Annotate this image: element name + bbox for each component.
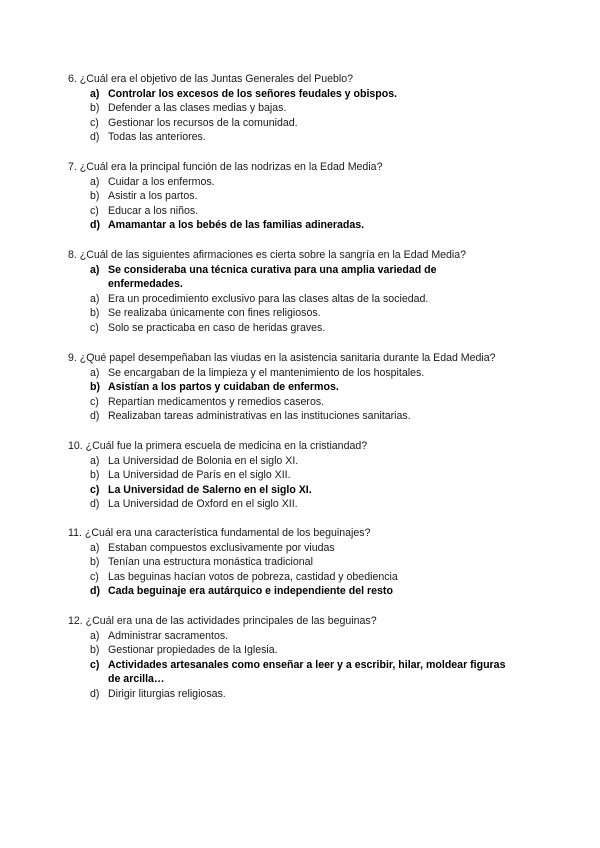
option-letter: c) (90, 483, 100, 496)
question-text: 12. ¿Cuál era una de las actividades principales de las beguinas? (68, 615, 377, 627)
option-letter: d) (90, 131, 100, 144)
option-letter: c) (90, 321, 99, 334)
option-text: Era un procedimiento exclusivo para las clases altas de la sociedad. (108, 292, 429, 305)
option-b (68, 101, 548, 116)
option-c (68, 570, 548, 585)
option-letter: c) (90, 116, 99, 129)
option-text: Cada beguinaje era autárquico e independiente del resto (108, 585, 393, 598)
option-letter: b) (90, 644, 100, 657)
option-text: Tenían una estructura monástica tradicional (108, 556, 313, 569)
option-b (68, 555, 548, 570)
option-d (68, 218, 548, 233)
option-text: La Universidad de Oxford en el siglo XII. (108, 498, 298, 511)
option-text: Repartían medicamentos y remedios caseros. (108, 395, 325, 408)
option-text: Administrar sacramentos. (108, 629, 229, 642)
option-c (68, 483, 548, 498)
option-letter: a) (90, 454, 100, 467)
option-text: Gestionar los recursos de la comunidad. (108, 116, 298, 129)
option-a (68, 175, 548, 190)
option-text-continued: de arcilla… (108, 673, 165, 686)
option-b (68, 306, 548, 321)
option-a (68, 366, 548, 381)
option-letter: a) (90, 175, 100, 188)
option-a (68, 454, 548, 469)
option-text: Defender a las clases medias y bajas. (108, 102, 287, 115)
option-letter: b) (90, 102, 100, 115)
option-text: Gestionar propiedades de la Iglesia. (108, 644, 278, 657)
option-letter: b) (90, 381, 100, 394)
option-text: Realizaban tareas administrativas en las instituciones sanitarias. (108, 410, 411, 423)
option-d (68, 409, 548, 424)
question-12 (68, 614, 548, 702)
option-text: Amamantar a los bebés de las familias adineradas. (108, 219, 365, 232)
option-a (68, 629, 548, 644)
option-text-continued: enfermedades. (108, 278, 183, 291)
option-text: Asistían a los partos y cuidaban de enfermos. (108, 381, 339, 394)
option-text: La Universidad de Salerno en el siglo XI. (108, 483, 312, 496)
option-text: La Universidad de París en el siglo XII. (108, 469, 291, 482)
option-d (68, 584, 548, 599)
option-letter: d) (90, 687, 100, 700)
option-letter: b) (90, 190, 100, 203)
option-b (68, 189, 548, 204)
option-text: La Universidad de Bolonia en el siglo XI. (108, 454, 299, 467)
option-text: Dirigir liturgias religiosas. (108, 687, 226, 700)
option-text: Asistir a los partos. (108, 190, 198, 203)
option-a-second (68, 292, 548, 307)
option-text: Solo se practicaba en caso de heridas graves. (108, 321, 326, 334)
option-text: Controlar los excesos de los señores feudales y obispos. (108, 87, 398, 100)
option-text: Educar a los niños. (108, 204, 199, 217)
option-letter: d) (90, 219, 100, 232)
option-a (68, 87, 548, 102)
question-10 (68, 439, 548, 512)
option-d (68, 497, 548, 512)
option-text: Se encargaban de la limpieza y el mantenimiento de los hospitales. (108, 366, 425, 379)
option-letter: b) (90, 469, 100, 482)
option-c (68, 321, 548, 336)
option-letter: a) (90, 292, 100, 305)
option-c (68, 116, 548, 131)
option-letter: c) (90, 570, 99, 583)
option-c (68, 204, 548, 219)
question-text: 9. ¿Qué papel desempeñaban las viudas en la asistencia sanitaria durante la Edad Media? (68, 352, 496, 364)
option-b (68, 380, 548, 395)
option-text: Todas las anteriores. (108, 131, 206, 144)
option-letter: c) (90, 658, 100, 671)
option-a (68, 263, 548, 292)
option-letter: c) (90, 395, 99, 408)
option-text: Se consideraba una técnica curativa para una amplia variedad de (108, 263, 437, 276)
question-text: 8. ¿Cuál de las siguientes afirmaciones es cierta sobre la sangría en la Edad Media? (68, 249, 467, 261)
option-d (68, 130, 548, 145)
option-letter: d) (90, 410, 100, 423)
option-text: Estaban compuestos exclusivamente por viudas (108, 541, 335, 554)
option-letter: c) (90, 204, 99, 217)
question-text: 6. ¿Cuál era el objetivo de las Juntas Generales del Pueblo? (68, 73, 354, 85)
option-c (68, 658, 548, 687)
option-b (68, 468, 548, 483)
option-letter: d) (90, 498, 100, 511)
option-letter: b) (90, 556, 100, 569)
option-text: Se realizaba únicamente con fines religiosos. (108, 307, 321, 320)
option-c (68, 395, 548, 410)
question-8 (68, 248, 548, 336)
question-7 (68, 160, 548, 233)
option-letter: a) (90, 629, 100, 642)
question-text: 10. ¿Cuál fue la primera escuela de medicina en la cristiandad? (68, 440, 368, 452)
question-text: 7. ¿Cuál era la principal función de las nodrizas en la Edad Media? (68, 161, 383, 173)
option-letter: d) (90, 585, 100, 598)
option-letter: a) (90, 366, 100, 379)
option-a (68, 541, 548, 556)
option-text: Las beguinas hacían votos de pobreza, castidad y obediencia (108, 570, 398, 583)
option-d (68, 687, 548, 702)
option-letter: a) (90, 263, 100, 276)
question-9 (68, 351, 548, 424)
option-letter: a) (90, 541, 100, 554)
question-11 (68, 526, 548, 599)
option-letter: a) (90, 87, 100, 100)
option-text: Actividades artesanales como enseñar a leer y a escribir, hilar, moldear figuras (108, 658, 506, 671)
option-letter: b) (90, 307, 100, 320)
question-6 (68, 72, 548, 145)
option-text: Cuidar a los enfermos. (108, 175, 215, 188)
option-b (68, 643, 548, 658)
question-text: 11. ¿Cuál era una característica fundamental de los beguinajes? (68, 527, 371, 539)
